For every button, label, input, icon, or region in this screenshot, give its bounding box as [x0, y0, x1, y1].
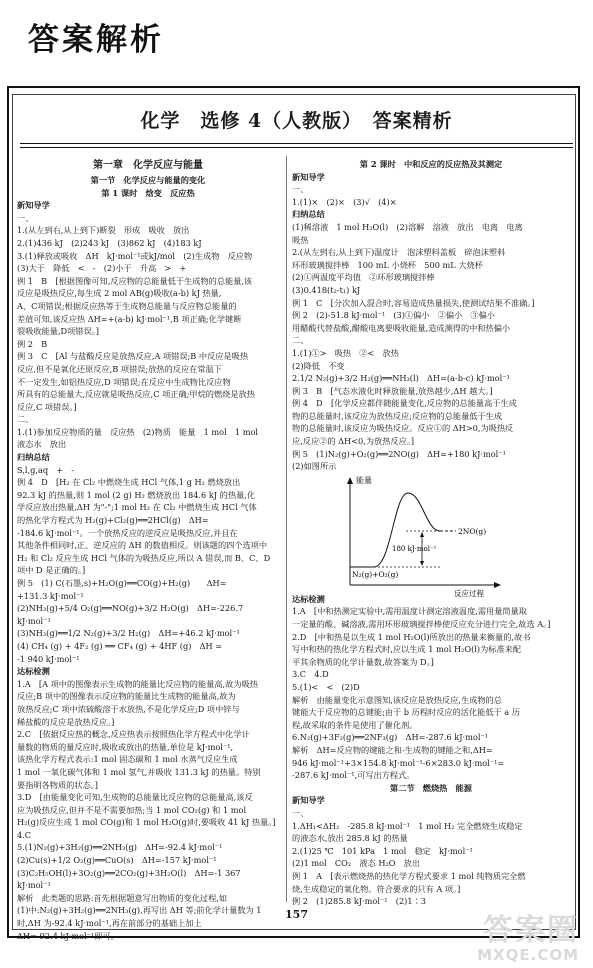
left-column-line: 1.A [A 项中的图像表示生成物的能量比反应物的能量高,故为吸热 — [17, 678, 258, 689]
column-divider — [286, 156, 287, 902]
energy-gap-arrow-down-icon — [420, 561, 424, 566]
right-column-top-line: (1)稀溶液 1 mol H₂O(l) (2)溶解 溶液 放出 电离 电离 — [292, 221, 523, 232]
left-column-line: (3)C₂H₅OH(l)+3O₂(g)══2CO₂(g)+3H₂O(l) ΔH=-1 367 — [17, 867, 241, 878]
title-rule-top — [20, 143, 573, 144]
left-column-line: ΔH=-92.4 kJ·mol⁻¹即可。 — [17, 930, 119, 941]
left-column-line: 稀盐酸的反应是放热反应。] — [17, 716, 115, 727]
left-column-line: 例 1 B [根据图像可知,反应物的总能量低于生成物的总能量,该 — [17, 275, 253, 286]
right-column-top-line: 物的总能量时,该反应为放热反应;反应物的总能量低于生成 — [292, 410, 503, 421]
product-label: 2NO(g) — [458, 526, 487, 536]
right-column-bottom-line: 达标检测 — [292, 593, 325, 604]
right-column-bottom — [292, 593, 570, 908]
right-column-top-line: 吸热 — [292, 234, 309, 245]
left-column-line: 2.(1)436 kJ (2)243 kJ (3)862 kJ (4)183 kJ — [17, 237, 202, 248]
left-column-line: 放热反应;C 项中浓硫酸溶于水放热,不是化学反应;D 项中锌与 — [17, 703, 240, 714]
right-column-bottom-line: 1.ΔH₁<ΔH₂ -285.8 kJ·mol⁻¹ 1 mol H₂ 完全燃烧生成稳定 — [292, 820, 523, 831]
left-column-line: 例 2 B — [17, 338, 48, 349]
right-column-top-line: (2)降低 不变 — [292, 360, 345, 371]
left-column-line: 1.(从左到右,从上到下)断裂 形成 吸收 放出 — [17, 225, 190, 236]
x-axis-label: 反应过程 — [454, 588, 484, 598]
right-column-bottom-line: 写中和热的热化学方程式时,应以生成 1 mol H₂O(l)为标准来配 — [292, 644, 522, 655]
energy-diagram — [292, 473, 570, 598]
left-column-line: 92.3 kJ 的热量,则 1 mol (2 g) H₂ 燃烧放出 184.6 kJ 的热量,化 — [17, 489, 256, 500]
left-column-line: 裂吸收能量,D项错误。] — [17, 326, 99, 337]
left-column-line: 二、 — [17, 414, 34, 425]
right-column-bottom-line: 3.C 4.D — [292, 669, 329, 680]
left-column-line: 第一章 化学反应与能量 — [93, 160, 203, 171]
left-column-line: 第一节 化学反应与能量的变化 — [90, 175, 206, 185]
right-column-top-line: (2)如图所示 — [292, 461, 337, 472]
title-rule-bottom — [20, 147, 573, 148]
left-column-line: 新知导学 — [17, 200, 50, 211]
left-column-line: 解析 此类题的思路:首先根据题意写出物质的变化过程,如 — [17, 892, 228, 903]
left-column-line: 不一定发生,如铝热反应,D 项错误;在反应中生成物比反应物 — [17, 376, 231, 387]
left-column-line: 学反应放出热量,ΔH 为"-";1 mol H₂ 在 Cl₂ 中燃烧生成 HCl 气体 — [17, 502, 257, 513]
left-column-line: 的热化学方程式为 H₂(g)+Cl₂(g)══2HCl(g) ΔH= — [17, 515, 209, 526]
right-column-bottom-line: 的液态水,放出 285.8 kJ 的热量 — [292, 833, 408, 844]
book-title: 化学 选修 4（人教版） 答案精析 — [140, 110, 453, 132]
right-column-top-line: 环形玻璃搅拌棒 100 mL 小烧杯 500 mL 大烧杯 — [292, 259, 483, 270]
page-header-title: 答案解析 — [28, 22, 164, 58]
right-column-top-line: 例 1 C [分次加入混合时,容易造成热量损失,使测试结果不准确。] — [292, 297, 535, 308]
left-column-line: 反应是吸热反应,每生成 2 mol AB(g)吸收(a-b) kJ 热量, — [17, 288, 222, 299]
left-column-line: H₂(g)反应生成 1 mol CO(g)和 1 mol H₂O(g)时,要吸收 41 kJ 热量。] — [17, 817, 276, 828]
left-column-line: S,l,g,aq + - — [17, 464, 75, 475]
right-column-bottom-line: 平其余物质的化学计量数,故答案为 D。] — [292, 656, 434, 667]
right-column-top-line: 例 5 (1)N₂(g)+O₂(g)══2NO(g) ΔH=+180 kJ·mol⁻¹ — [292, 448, 506, 459]
left-column-line: 时,ΔH 为-92.4 kJ·mol⁻¹,再在前部分的基础上加上 — [17, 918, 202, 929]
right-column-top-line: 归纳总结 — [292, 209, 325, 220]
left-column — [17, 158, 279, 942]
left-column-line: 归纳总结 — [17, 452, 50, 463]
left-column-line: (3)大于 降低 < - (2)小于 升高 > + — [17, 263, 187, 274]
right-column-top-line: (3)0.418(t₂-t₁) kJ — [292, 284, 361, 295]
left-column-line: 量数的物质的量反应时,吸收或放出的热量,单位是 kJ·mol⁻¹, — [17, 741, 234, 752]
right-column-bottom-line: 键能大于反应物的总键能;由于 b 历程时反应的活化能低于 a 历 — [292, 707, 520, 718]
left-column-line: 例 5 (1) C(石墨,s)+H₂O(g)══CO(g)+H₂(g) ΔH= — [17, 578, 227, 588]
left-column-line: 达标检测 — [17, 666, 50, 677]
energy-gap-label: 180 kJ·mol⁻¹ — [392, 544, 437, 553]
left-column-line: 例 4 D [H₂ 在 Cl₂ 中燃烧生成 HCl 气体,1 g H₂ 燃烧放出 — [17, 477, 241, 488]
left-column-line: (3)NH₃(g)══1/2 N₂(g)+3/2 H₂(g) ΔH=+46.2 kJ·mol⁻¹ — [17, 628, 240, 639]
right-column-bottom-line: 程,故采取的条件是使用了催化剂。 — [292, 719, 418, 730]
left-column-line: +131.3 kJ·mol⁻¹ — [17, 590, 84, 601]
right-column-top-line: 例 3 B [气态水液化时释放能量,放热越少,ΔH 越大。] — [292, 385, 493, 396]
left-column-line: 1.(1)参加反应物质的量 反应热 (2)物质 能量 1 mol 1 mol — [17, 426, 259, 437]
right-column-bottom-line: 解析 由能量变化示意图知,该反应是放热反应,生成物的总 — [292, 694, 502, 705]
left-column-line: (2)NH₃(g)+5/4 O₂(g)══NO(g)+3/2 H₂O(g) ΔH=-226.7 — [17, 603, 244, 614]
right-column — [292, 158, 570, 908]
right-column-top-line: 例 2 (2)-51.8 kJ·mol⁻¹ (3)①偏小 ②偏小 ③偏小 — [292, 310, 495, 321]
left-column-line: 该热化学方程式表示:1 mol 固态碳和 1 mol 水蒸气反应生成 — [17, 754, 238, 765]
left-column-line: A、C项错误;根据反应热等于生成物总能量与反应物总能量的 — [17, 300, 237, 311]
left-column-line: 差值可知,该反应热 ΔH=+(a-b) kJ·mol⁻¹,B 项正确;化学键断 — [17, 313, 242, 324]
watermark — [477, 915, 579, 963]
right-column-top-line: (2)①两温度平均值 ②环形玻璃搅拌棒 — [292, 272, 435, 283]
right-column-top-line: 2.1/2 N₂(g)+3/2 H₂(g)══NH₃(l) ΔH=(a-b-c) kJ·mol⁻¹ — [292, 373, 510, 384]
left-column-line: 5.(1)N₂(g)+3H₂(g)══2NH₃(g) ΔH=-92.4 kJ·mol⁻¹ — [17, 842, 223, 853]
reaction-curve — [374, 493, 440, 567]
y-axis-arrow-icon — [347, 477, 353, 484]
watermark-url: MXQE.COM — [477, 946, 579, 964]
right-column-bottom-line: 946 kJ·mol⁻¹+3×154.8 kJ·mol⁻¹-6×283.0 kJ·mol⁻¹= — [292, 757, 505, 768]
right-column-bottom-line: 一定量的酸、碱溶液,需用环形玻璃搅拌棒使反应充分进行完全,故选 A。] — [292, 619, 551, 630]
left-column-line: 例 3 C [Al 与盐酸反应是放热反应,A 项错误;B 中反应是吸热 — [17, 351, 249, 362]
energy-gap-arrow-up-icon — [420, 532, 424, 537]
right-column-bottom-line: -287.6 kJ·mol⁻¹,可写出方程式。 — [292, 770, 415, 781]
left-column-line: 第 1 课时 焓变 反应热 — [101, 187, 195, 198]
right-column-bottom-line: 1.A [中和热测定实验中,需用温度计测定溶液温度,需用量筒量取 — [292, 606, 527, 617]
right-column-bottom-line: 第二节 燃烧热 能源 — [390, 782, 472, 793]
left-column-line: -184.6 kJ·mol⁻¹。一个放热反应的逆反应是吸热反应,并且在 — [17, 527, 238, 538]
watermark-logo: 答案圈 — [483, 913, 579, 948]
right-column-top-line: 第 2 课时 中和反应的反应热及其测定 — [359, 159, 503, 169]
reactant-label: N₂(g)+O₂(g) — [352, 569, 399, 579]
left-column-line: kJ·mol⁻¹ — [17, 880, 51, 891]
right-column-bottom-line: 6.N₂(g)+3F₂(g)══2NF₃(g) ΔH=-287.6 kJ·mol⁻¹ — [292, 732, 489, 743]
right-column-top-line: 新知导学 — [292, 171, 325, 182]
right-column-top-line: 例 4 D [化学反应都伴随能量变化,反应物的总能量高于生成 — [292, 398, 517, 409]
right-column-bottom-line: 5.(1)< < (2)D — [292, 682, 360, 692]
right-column-bottom-line: 新知导学 — [292, 795, 325, 806]
right-column-top-line: 应,反应②的 ΔH<0,为放热反应。] — [292, 436, 415, 447]
left-column-line: 项中 D 是正确的。] — [17, 565, 86, 576]
left-column-line: 反应,但不是氧化还原反应,B 项错误;放热的反应在常温下 — [17, 363, 222, 374]
energy-y-label: 能量 — [356, 475, 372, 485]
left-column-line: 3.(1)释放或吸收 ΔH kJ·mol⁻¹或kJ/mol (2)生成物 反应物 — [17, 250, 253, 261]
left-column-line: 1 mol 一氧化碳气体和 1 mol 氢气,并吸收 131.3 kJ 的热量。特别 — [17, 766, 261, 777]
right-column-top-line: 物的总能量时,该反应为吸热反应。反应①的 ΔH>0,为吸热反 — [292, 423, 514, 434]
left-column-line: -1 940 kJ·mol⁻¹ — [17, 653, 80, 664]
right-column-top-line: 一、 — [292, 184, 309, 195]
left-column-line: 应为吸热反应,但并不是不需要加热;当 1 mol CO₂(g) 和 1 mol — [17, 804, 247, 815]
left-column-line: (2)Cu(s)+1/2 O₂(g)══CuO(s) ΔH=-157 kJ·mol⁻¹ — [17, 855, 217, 866]
left-column-line: H₂ 和 Cl₂ 反应生成 HCl 气体的为吸热反应,所以 A 错误,而 B、C、D — [17, 552, 271, 563]
right-column-top — [292, 158, 570, 473]
left-column-line: (4) CH₄ (g) + 4F₂ (g) ══ CF₄ (g) + 4HF (g) ΔH = — [17, 640, 223, 651]
right-column-bottom-line: 2.D [中和热是以生成 1 mol H₂O(l)所放出的热量来衡量的,故书 — [292, 631, 531, 642]
left-column-line: (1)中:N₂(g)+3H₂(g)══2NH₃(g),再写出 ΔH 等;前化学计量数为 1 — [17, 905, 262, 916]
right-column-top-line: 1.(1)× (2)× (3)√ (4)× — [292, 196, 397, 207]
right-column-bottom-line: 一、 — [292, 807, 309, 818]
right-column-top-line: 用醋酸代替盐酸,醋酸电离要吸收能量,造成测得的中和热偏小 — [292, 322, 511, 333]
right-column-top-line: 1.(1)①> 吸热 ②< 放热 — [292, 347, 399, 358]
left-column-line: 其他条件相同时,正、逆反应的 ΔH 的数值相反。则该题的四个选项中 — [17, 540, 268, 551]
right-column-top-line: 二、 — [292, 335, 309, 346]
left-column-line: 液态水 放出 — [17, 439, 67, 450]
page-number: 157 — [285, 908, 308, 921]
left-column-line: 3.D [由能量变化可知,生成物的总能量比反应物的总能量高,该反 — [17, 792, 253, 803]
right-column-top-line: 2.(从左到右,从上到下)温度计 泡沫塑料盖板 碎泡沫塑料 — [292, 247, 506, 258]
left-column-line: 4.C — [17, 829, 32, 840]
left-column-line: kJ·mol⁻¹ — [17, 615, 51, 626]
right-column-bottom-line: 例 2 (1)285.8 kJ·mol⁻¹ (2)1∶3 — [292, 896, 426, 907]
energy-diagram-svg — [336, 473, 506, 598]
left-column-line: 要指明各物质的状态。] — [17, 779, 98, 790]
left-column-line: 2.C [依据反应热的概念,反应热表示按照热化学方程式中化学计 — [17, 729, 250, 740]
right-column-bottom-line: 2.(1)25 ℃ 101 kPa 1 mol 稳定 kJ·mol⁻¹ — [292, 845, 473, 856]
left-column-line: 反应,C 项错误。] — [17, 401, 77, 412]
left-column-line: 反应;B 项中的图像表示反应物的能量比生成物的能量高,故为 — [17, 691, 236, 702]
right-column-bottom-line: 解析 ΔH=反应物的键能之和-生成物的键能之和,ΔH= — [292, 744, 493, 755]
x-axis-arrow-icon — [494, 582, 501, 588]
right-column-bottom-line: 烧,生成稳定的氧化物。符合要求的只有 A 项。] — [292, 883, 461, 894]
right-column-bottom-line: (2)1 mol CO₂ 液态 H₂O 放出 — [292, 858, 421, 869]
right-column-bottom-line: 例 1 A [表示燃烧热的热化学方程式要求 1 mol 纯物质完全燃 — [292, 870, 526, 881]
left-column-line: 所具有的总能量大,反应就是吸热反应,C 项正确;甲烷的燃烧是放热 — [17, 389, 255, 400]
left-column-line: 一、 — [17, 212, 34, 223]
